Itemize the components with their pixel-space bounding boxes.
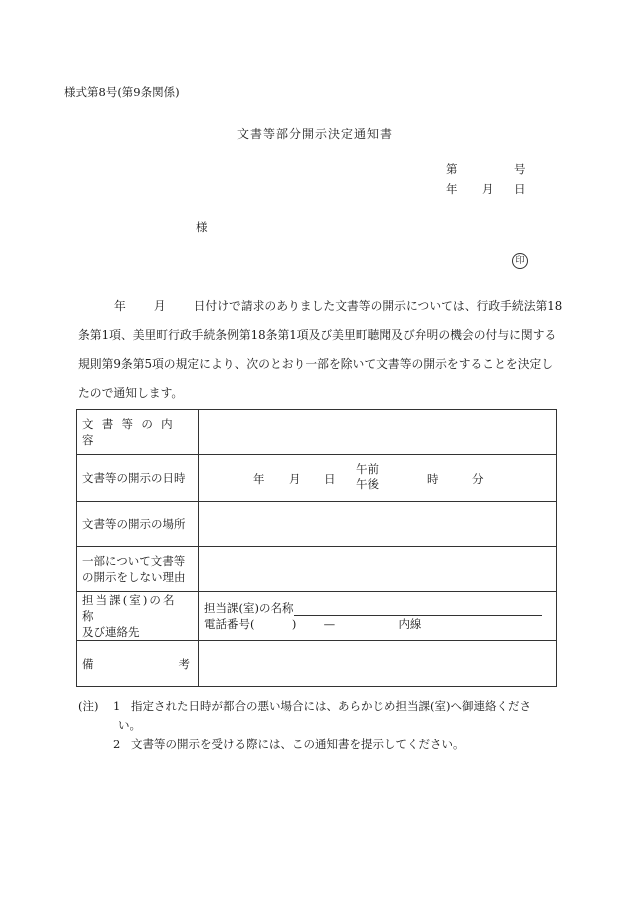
note-2-number: 2 — [113, 737, 121, 751]
am-pm-choice — [356, 462, 379, 492]
datetime-month: 月 — [289, 472, 301, 486]
datetime-minute: 分 — [472, 472, 484, 486]
table-row-contact — [77, 592, 557, 641]
table-row-content — [77, 410, 557, 455]
notes-prefix: (注) — [78, 699, 99, 713]
date-day-label: 日 — [514, 182, 526, 196]
document-title: 文書等部分開示決定通知書 — [236, 127, 393, 141]
body-year: 年 — [114, 299, 126, 313]
body-line-1 — [78, 292, 563, 321]
remarks-field[interactable] — [199, 641, 557, 687]
date-month-label: 月 — [482, 182, 494, 196]
reason-label-line-1: 一部について文書等 — [82, 554, 186, 568]
note-1-text: 指定された日時が都合の悪い場合には、あらかじめ担当課(室)へ御連絡くださ — [131, 699, 531, 713]
extension-label: 内線 — [398, 617, 422, 631]
row-label-contact — [77, 592, 199, 641]
form-number-label: 様式第8号(第9条関係) — [64, 85, 180, 99]
table-row-reason — [77, 547, 557, 592]
remarks-label-b: 考 — [178, 656, 190, 671]
content-field[interactable] — [199, 410, 557, 455]
phone-label: 電話番号( — [204, 617, 255, 631]
phone-dash: — — [323, 617, 336, 631]
remarks-label-a: 備 — [82, 656, 94, 671]
row1-label-text: 文書等の内容 — [82, 417, 181, 447]
department-name-blank[interactable] — [294, 603, 542, 616]
row-label-datetime: 文書等の開示の日時 — [77, 455, 199, 502]
disclosure-info-table — [76, 409, 557, 687]
body-line-2: 条第1項、美里町行政手続条例第18条第1項及び美里町聴聞及び弁明の機会の付与に関する — [78, 328, 557, 342]
department-name-line — [204, 600, 551, 616]
doc-number-prefix: 第 — [446, 162, 458, 176]
body-line-4: たので通知します。 — [78, 386, 184, 400]
body-line-3: 規則第9条第5項の規定により、次のとおり一部を除いて文書等の開示をすることを決定し — [78, 357, 554, 371]
contact-label-text-1: 担当課(室)の名称 — [82, 593, 177, 623]
contact-field[interactable] — [199, 592, 557, 641]
body-paragraph — [78, 292, 563, 408]
phone-paren-close: ) — [291, 617, 297, 631]
datetime-field[interactable] — [199, 455, 557, 502]
doc-number-suffix: 号 — [514, 162, 526, 176]
table-row-place — [77, 502, 557, 547]
reason-field[interactable] — [199, 547, 557, 592]
body-line-1-text: 日付けで請求のありました文書等の開示については、行政手続法第18 — [193, 299, 563, 313]
note-2 — [78, 735, 558, 754]
place-field[interactable] — [199, 502, 557, 547]
phone-line — [204, 616, 551, 632]
row-label-reason — [77, 547, 199, 592]
datetime-hour: 時 — [427, 472, 439, 486]
note-1-continued — [78, 716, 558, 735]
pm-label: 午後 — [356, 477, 379, 491]
department-name-label: 担当課(室)の名称 — [204, 601, 294, 615]
am-label: 午前 — [356, 462, 379, 476]
table-row-remarks — [77, 641, 557, 687]
reason-label-line-2: の開示をしない理由 — [82, 570, 186, 584]
row-label-place: 文書等の開示の場所 — [77, 502, 199, 547]
date-year-label: 年 — [446, 182, 458, 196]
datetime-year: 年 — [253, 472, 265, 486]
row-label-remarks — [77, 641, 199, 687]
contact-label-line-2: 及び連絡先 — [82, 625, 140, 639]
datetime-day: 日 — [324, 472, 336, 486]
note-2-text: 文書等の開示を受ける際には、この通知書を提示してください。 — [131, 737, 465, 751]
note-1-text-continued: い。 — [118, 718, 141, 732]
table-row-datetime — [77, 455, 557, 502]
seal-icon: 印 — [512, 253, 528, 269]
row-label-content — [77, 410, 199, 455]
body-month: 月 — [153, 299, 166, 313]
notes-section — [78, 697, 558, 754]
contact-label-line-1 — [82, 592, 190, 624]
addressee-honorific: 様 — [196, 220, 208, 234]
note-1 — [78, 697, 558, 716]
note-1-number: 1 — [113, 699, 121, 713]
